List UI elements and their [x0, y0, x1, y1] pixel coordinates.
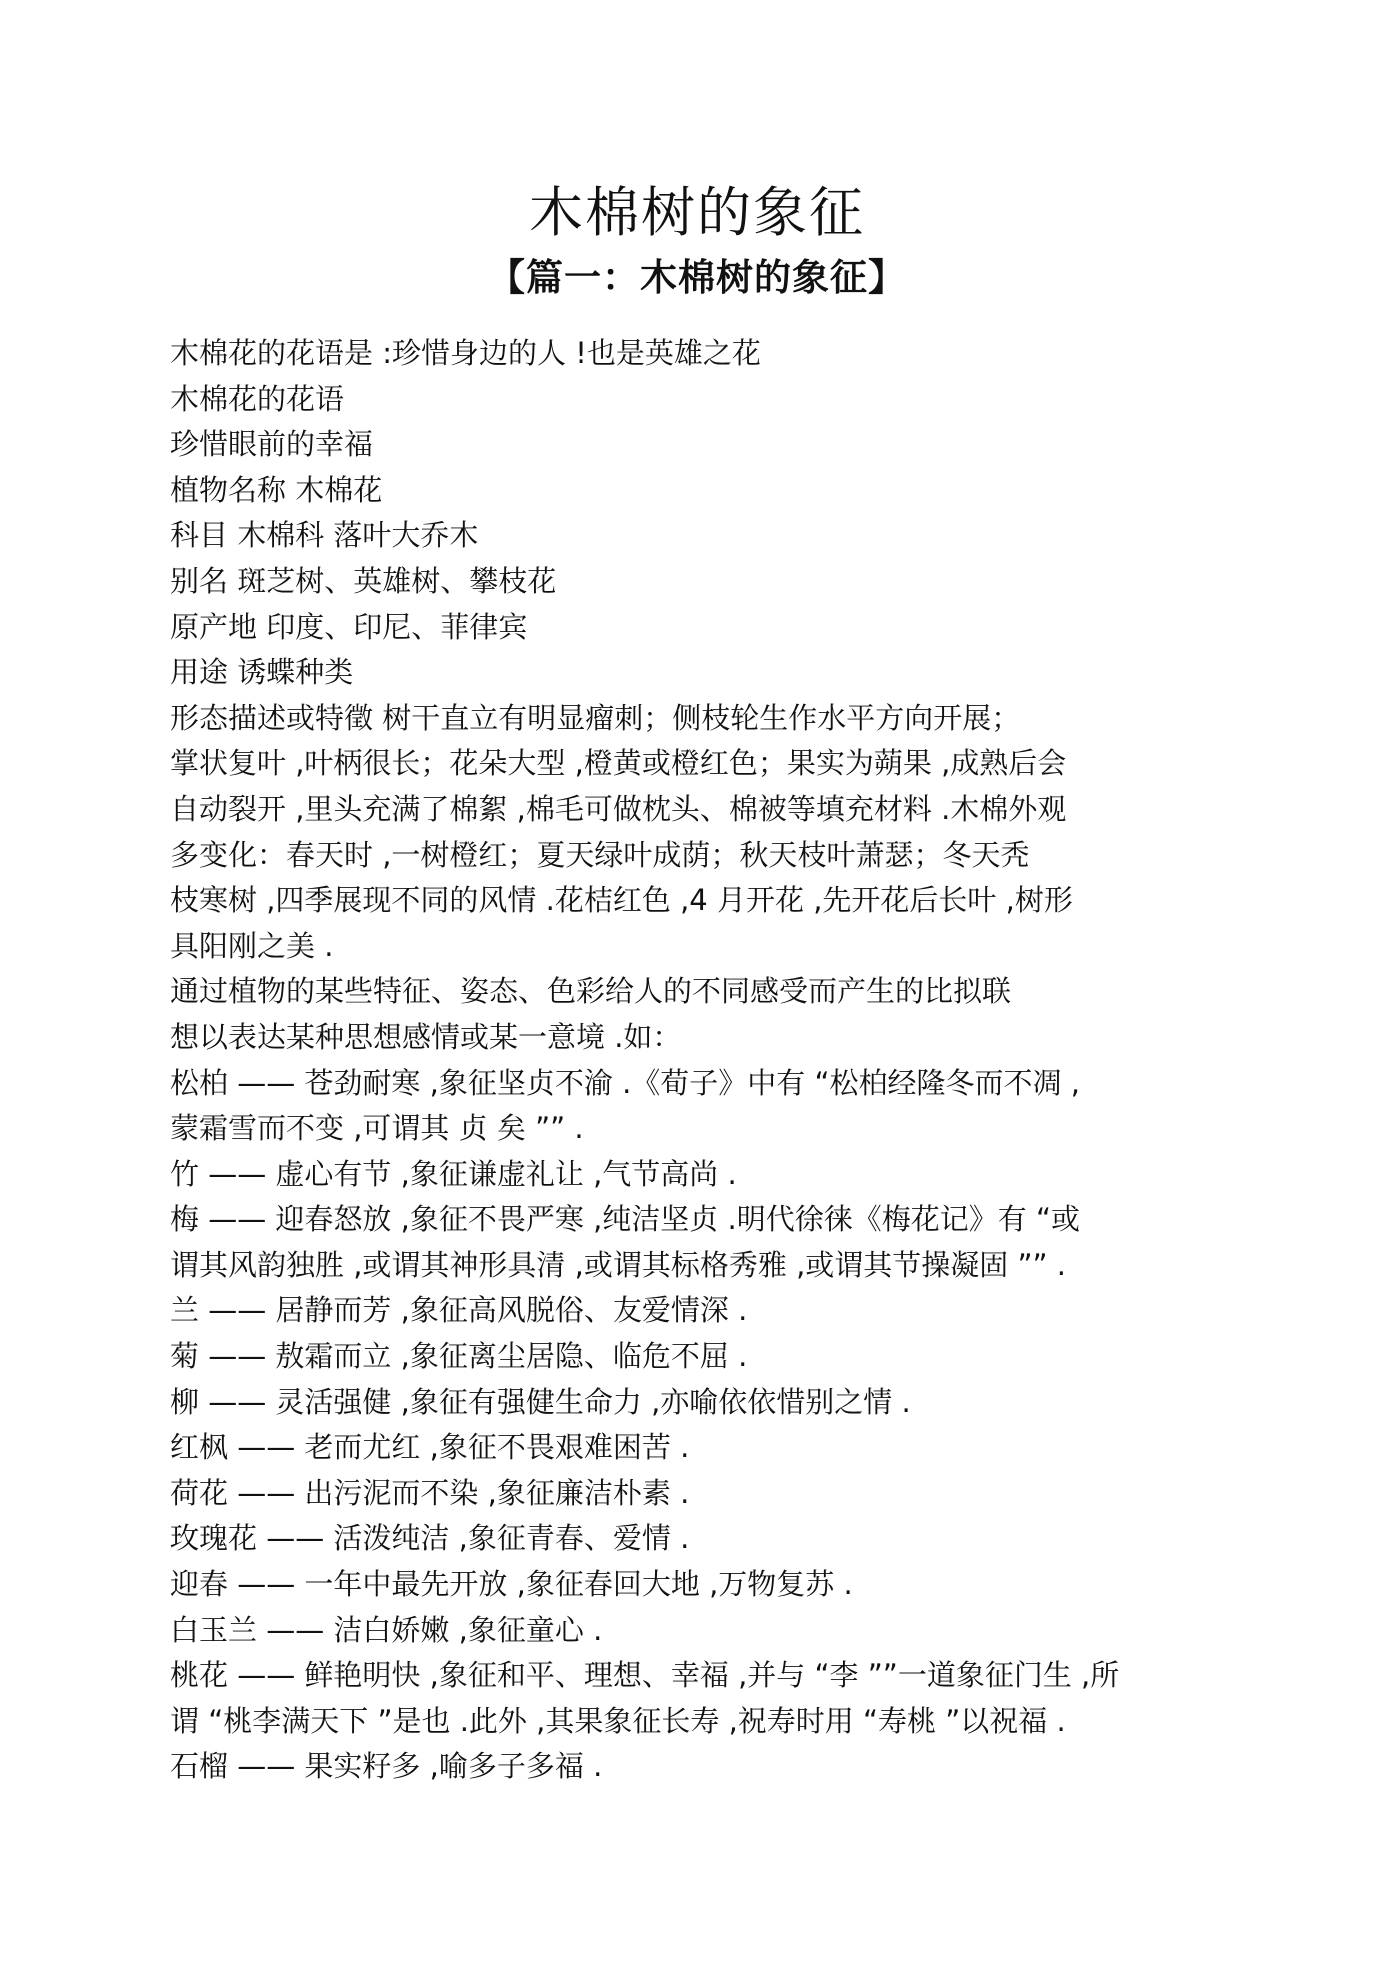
text-line: 白玉兰 —— 洁白娇嫩 ,象征童心 . [170, 1612, 603, 1647]
text-line: 石榴 —— 果实籽多 ,喻多子多福 . [170, 1749, 603, 1784]
text-line: 用途 诱蝶种类 [170, 655, 354, 690]
text-line: 梅 —— 迎春怒放 ,象征不畏严寒 ,纯洁坚贞 .明代徐徕《梅花记》有 “或 [170, 1202, 1080, 1237]
text-line: 科目 木棉科 落叶大乔木 [170, 518, 479, 553]
text-line: 桃花 —— 鲜艳明快 ,象征和平、理想、幸福 ,并与 “李 ””一道象征门生 ,所 [170, 1658, 1120, 1693]
text-line: 谓 “桃李满天下 ”是也 .此外 ,其果象征长寿 ,祝寿时用 “寿桃 ”以祝福 . [170, 1703, 1066, 1738]
text-line: 掌状复叶 ,叶柄很长；花朵大型 ,橙黄或橙红色；果实为蒴果 ,成熟后会 [170, 746, 1067, 781]
text-line: 具阳刚之美 . [170, 928, 334, 963]
document-subtitle: 【篇一：木棉树的象征】 [488, 256, 906, 299]
text-line: 木棉花的花语 [170, 381, 345, 416]
text-line: 松柏 —— 苍劲耐寒 ,象征坚贞不渝 .《荀子》中有 “松柏经隆冬而不凋 , [170, 1065, 1080, 1100]
document-title: 木棉树的象征 [529, 181, 865, 244]
text-line: 木棉花的花语是 :珍惜身边的人 !也是英雄之花 [170, 336, 761, 370]
text-line: 想以表达某种思想感情或某一意境 .如： [170, 1019, 682, 1054]
text-line: 谓其风韵独胜 ,或谓其神形具清 ,或谓其标格秀雅 ,或谓其节操凝固 ”” . [170, 1247, 1067, 1282]
text-line: 柳 —— 灵活强健 ,象征有强健生命力 ,亦喻依依惜别之情 . [170, 1384, 911, 1419]
text-line: 菊 —— 敖霜而立 ,象征离尘居隐、临危不屈 . [170, 1339, 748, 1374]
text-line: 多变化：春天时 ,一树橙红；夏天绿叶成荫；秋天枝叶萧瑟；冬天秃 [170, 837, 1030, 872]
text-line: 荷花 —— 出污泥而不染 ,象征廉洁朴素 . [170, 1475, 690, 1510]
text-line: 别名 斑芝树、英雄树、攀枝花 [170, 563, 557, 598]
text-line: 植物名称 木棉花 [170, 472, 383, 507]
text-line: 玫瑰花 —— 活泼纯洁 ,象征青春、爱情 . [170, 1521, 690, 1556]
document-body [170, 331, 1250, 1790]
text-line: 兰 —— 居静而芳 ,象征高风脱俗、友爱情深 . [170, 1293, 748, 1328]
text-line: 蒙霜雪而不变 ,可谓其 贞 矣 ”” . [170, 1111, 584, 1146]
text-line: 珍惜眼前的幸福 [170, 427, 374, 462]
text-line: 枝寒树 ,四季展现不同的风情 .花桔红色 ,4 月开花 ,先开花后长叶 ,树形 [170, 883, 1073, 918]
text-line: 竹 —— 虚心有节 ,象征谦虚礼让 ,气节高尚 . [170, 1156, 737, 1191]
text-line: 形态描述或特徵 树干直立有明显瘤刺；侧枝轮生作水平方向开展； [170, 700, 1021, 735]
text-line: 通过植物的某些特征、姿态、色彩给人的不同感受而产生的比拟联 [170, 974, 1012, 1009]
text-line: 原产地 印度、印尼、菲律宾 [170, 609, 528, 644]
text-line: 自动裂开 ,里头充满了棉絮 ,棉毛可做枕头、棉被等填充材料 .木棉外观 [170, 791, 1067, 826]
text-line: 红枫 —— 老而尤红 ,象征不畏艰难困苦 . [170, 1430, 690, 1465]
text-line: 迎春 —— 一年中最先开放 ,象征春回大地 ,万物复苏 . [170, 1567, 853, 1602]
